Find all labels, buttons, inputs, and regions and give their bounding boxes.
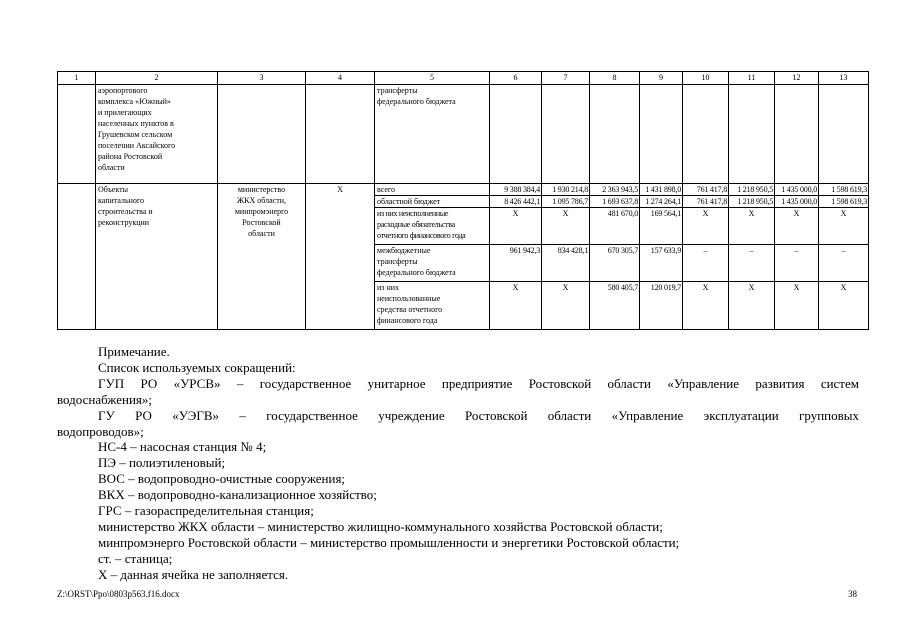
- abbreviation-item: министерство ЖКХ области – министерство жилищно-коммунального хозяйства Ростовской области;: [98, 518, 663, 534]
- column-number: 11: [729, 72, 775, 85]
- value-cell: 761 417,8: [683, 184, 729, 196]
- notes-subtitle: Список используемых сокращений:: [98, 359, 296, 375]
- value-cell: 120 019,7: [640, 282, 683, 330]
- value-cell: Х: [819, 208, 869, 245]
- notes-section: [57, 344, 859, 583]
- value-cell: –: [819, 245, 869, 282]
- abbreviation-item: ст. – станица;: [98, 550, 173, 566]
- column-number: 2: [96, 72, 218, 85]
- column-number: 7: [542, 72, 590, 85]
- value-cell: 1 598 619,3: [819, 184, 869, 196]
- value-cell: 2 363 943,5: [590, 184, 640, 196]
- value-cell: Х: [775, 208, 819, 245]
- object-name-cell: аэропортового комплекса «Южный» и прилегающих населенных пунктов в Грушевском сельском поселении Аксайского района Ростовской области: [96, 85, 218, 184]
- value-cell: 1 095 786,7: [542, 196, 590, 208]
- funding-source-cell: всего: [375, 184, 490, 196]
- column-number: 3: [218, 72, 306, 85]
- funding-source-cell: трансферты федерального бюджета: [375, 85, 490, 184]
- abbreviation-item: ВОС – водопроводно-очистные сооружения;: [98, 471, 346, 487]
- value-cell: 1 930 214,8: [542, 184, 590, 196]
- empty-marker-cell: Х: [306, 184, 375, 330]
- value-cell: –: [775, 245, 819, 282]
- value-cell: 1 218 950,5: [729, 196, 775, 208]
- value-cell: –: [729, 245, 775, 282]
- value-cell: Х: [542, 208, 590, 245]
- value-cell: 834 428,1: [542, 245, 590, 282]
- value-cell: 8 426 442,1: [490, 196, 542, 208]
- value-cell: 1 435 000,0: [775, 184, 819, 196]
- value-cell: 961 942,3: [490, 245, 542, 282]
- value-cell: 580 405,7: [590, 282, 640, 330]
- budget-table: [57, 71, 869, 330]
- abbreviation-item: ГУП РО «УРСВ» – государственное унитарное предприятие Ростовской области «Управление развития систем: [98, 375, 859, 391]
- table-header-row: [58, 72, 869, 85]
- value-cell: 9 388 384,4: [490, 184, 542, 196]
- abbreviation-item: водопроводов»;: [57, 423, 144, 439]
- value-cell: 1 435 000,0: [775, 196, 819, 208]
- abbreviation-item: минпромэнерго Ростовской области – министерство промышленности и энергетики Ростовской области;: [98, 534, 680, 550]
- column-number: 12: [775, 72, 819, 85]
- value-cell: 1 598 619,3: [819, 196, 869, 208]
- funding-source-cell: межбюджетные трансферты федерального бюджета: [375, 245, 490, 282]
- value-cell: Х: [729, 208, 775, 245]
- value-cell: 481 670,0: [590, 208, 640, 245]
- object-name-cell: Объекты капитального строительства и реконструкции: [96, 184, 218, 330]
- abbreviation-item: Х – данная ячейка не заполняется.: [98, 566, 289, 582]
- value-cell: Х: [819, 282, 869, 330]
- abbreviation-item: НС-4 – насосная станция № 4;: [98, 439, 267, 455]
- value-cell: 1 431 898,0: [640, 184, 683, 196]
- value-cell: 157 633,9: [640, 245, 683, 282]
- value-cell: 1 274 264,1: [640, 196, 683, 208]
- value-cell: Х: [490, 282, 542, 330]
- value-cell: Х: [490, 208, 542, 245]
- page-number: 38: [848, 589, 857, 599]
- funding-source-cell: из них неисполненные расходные обязательства отчетного финансового года: [375, 208, 490, 245]
- table-row: [58, 85, 869, 184]
- value-cell: Х: [683, 208, 729, 245]
- column-number: 1: [58, 72, 96, 85]
- value-cell: 1 693 637,8: [590, 196, 640, 208]
- notes-title: Примечание.: [98, 344, 170, 359]
- value-cell: 169 564,1: [640, 208, 683, 245]
- abbreviation-item: ПЭ – полиэтиленовый;: [98, 455, 226, 471]
- value-cell: Х: [775, 282, 819, 330]
- abbreviation-item: водоснабжения»;: [57, 391, 152, 407]
- column-number: 9: [640, 72, 683, 85]
- column-number: 4: [306, 72, 375, 85]
- value-cell: Х: [683, 282, 729, 330]
- column-number: 8: [590, 72, 640, 85]
- value-cell: –: [683, 245, 729, 282]
- abbreviation-item: ВКХ – водопроводно-канализационное хозяйство;: [98, 487, 377, 503]
- value-cell: 670 305,7: [590, 245, 640, 282]
- value-cell: 1 218 950,5: [729, 184, 775, 196]
- column-number: 6: [490, 72, 542, 85]
- funding-source-cell: из них неиспользованные средства отчетного финансового года: [375, 282, 490, 330]
- column-number: 13: [819, 72, 869, 85]
- responsible-executor-cell: министерство ЖКХ области, минпромэнерго Ростовской области: [218, 184, 306, 330]
- funding-source-cell: областной бюджет: [375, 196, 490, 208]
- value-cell: Х: [542, 282, 590, 330]
- column-number: 5: [375, 72, 490, 85]
- table-row: [58, 184, 869, 196]
- footer-file-path: Z:\ORST\Ppo\0803p563.f16.docx: [57, 589, 180, 599]
- value-cell: 761 417,8: [683, 196, 729, 208]
- abbreviation-item: ГРС – газораспределительная станция;: [98, 503, 314, 519]
- value-cell: Х: [729, 282, 775, 330]
- column-number: 10: [683, 72, 729, 85]
- abbreviation-item: ГУ РО «УЭГВ» – государственное учреждение Ростовской области «Управление эксплуатации групповых: [98, 407, 859, 423]
